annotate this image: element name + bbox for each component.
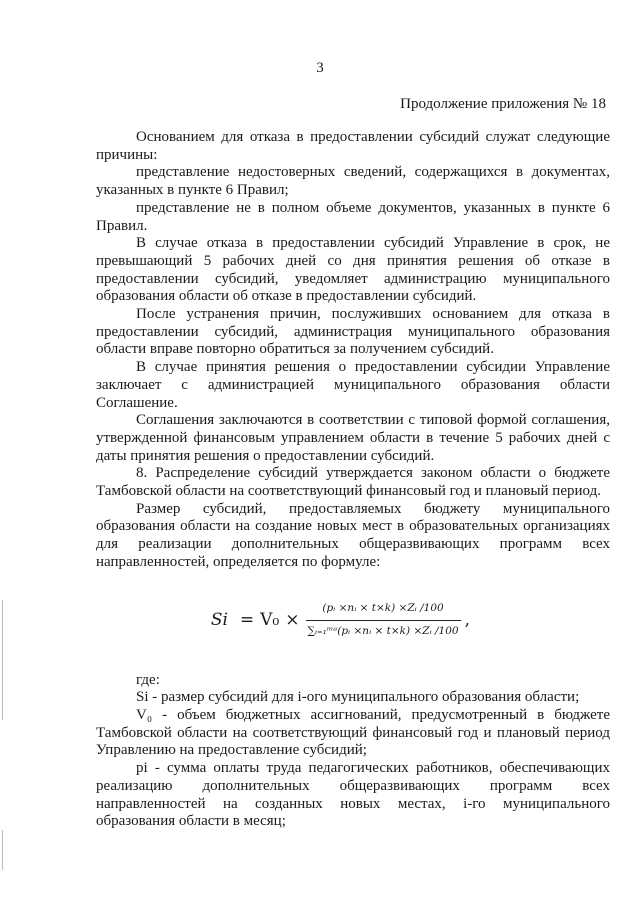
definition: pi - сумма оплаты труда педагогических работников, обеспечивающих реализацию дополнительных общеразвивающих программ всех направленностей на созданных новых местах, i-го муниципального образования области в месяц; (96, 760, 610, 830)
paragraph: Основанием для отказа в предоставлении субсидий служат следующие причины: (96, 129, 610, 163)
scan-edge-mark (2, 600, 3, 720)
formula-times: × (285, 609, 300, 630)
paragraph: Размер субсидий, предоставляемых бюджету муниципального образования области на создание новых мест в образовательных организациях для реализации дополнительных общеразвивающих программ всех направленностей, определяется по формуле: (96, 500, 610, 570)
subsidy-formula (96, 576, 610, 666)
paragraph: представление недостоверных сведений, содержащихся в документах, указанных в пункте 6 Правил; (96, 164, 610, 199)
formula-lhs: Si (210, 609, 228, 630)
appendix-continuation: Продолжение приложения № 18 (400, 96, 606, 112)
document-body (96, 129, 610, 831)
formula-v0: V₀ (260, 609, 280, 630)
scan-edge-mark (2, 830, 3, 870)
paragraph: представление не в полном объеме документов, указанных в пункте 6 Правил. (96, 199, 610, 234)
formula-equals: = (239, 609, 255, 630)
fraction-bar (306, 620, 461, 621)
definitions-intro: где: (136, 671, 160, 688)
formula-fraction (306, 600, 461, 640)
definition: V₀ - объем бюджетных ассигнований, предусмотренный в бюджете Тамбовской области на соответствующий финансовый год и плановый период Управлению на предоставление субсидий; (96, 706, 610, 759)
definition: Si - размер субсидий для i-ого муниципального образования области; (136, 689, 580, 706)
paragraph: В случае принятия решения о предоставлении субсидии Управление заключает с администрацией муниципального образования области Соглашение. (96, 359, 610, 411)
paragraph: В случае отказа в предоставлении субсидий Управление в срок, не превышающий 5 рабочих дней со дня принятия решения об отказе в предоставлении субсидий, уведомляет администрацию муниципального образования области об отказе в предоставлении субсидий. (96, 235, 610, 305)
paragraph: Соглашения заключаются в соответствии с типовой формой соглашения, утвержденной финансовым управлением области в течение 5 рабочих дней с даты принятия решения о предоставлении субсидий. (96, 412, 610, 464)
formula-numerator: (pᵢ ×nᵢ × t×k) ×Zᵢ /100 (322, 602, 444, 615)
formula-denominator: ∑ᵢ₌₁ᵐᵃ(pᵢ ×nᵢ × t×k) ×Zᵢ /100 (307, 625, 459, 638)
formula-comma: , (464, 609, 470, 630)
page-number: 3 (316, 60, 324, 76)
paragraph: 8. Распределение субсидий утверждается законом области о бюджете Тамбовской области на соответствующий финансовый год и плановый период. (96, 465, 610, 500)
paragraph: После устранения причин, послуживших основанием для отказа в предоставлении субсидий, администрация муниципального образования области вправе повторно обратиться за получением субсидий. (96, 306, 610, 358)
